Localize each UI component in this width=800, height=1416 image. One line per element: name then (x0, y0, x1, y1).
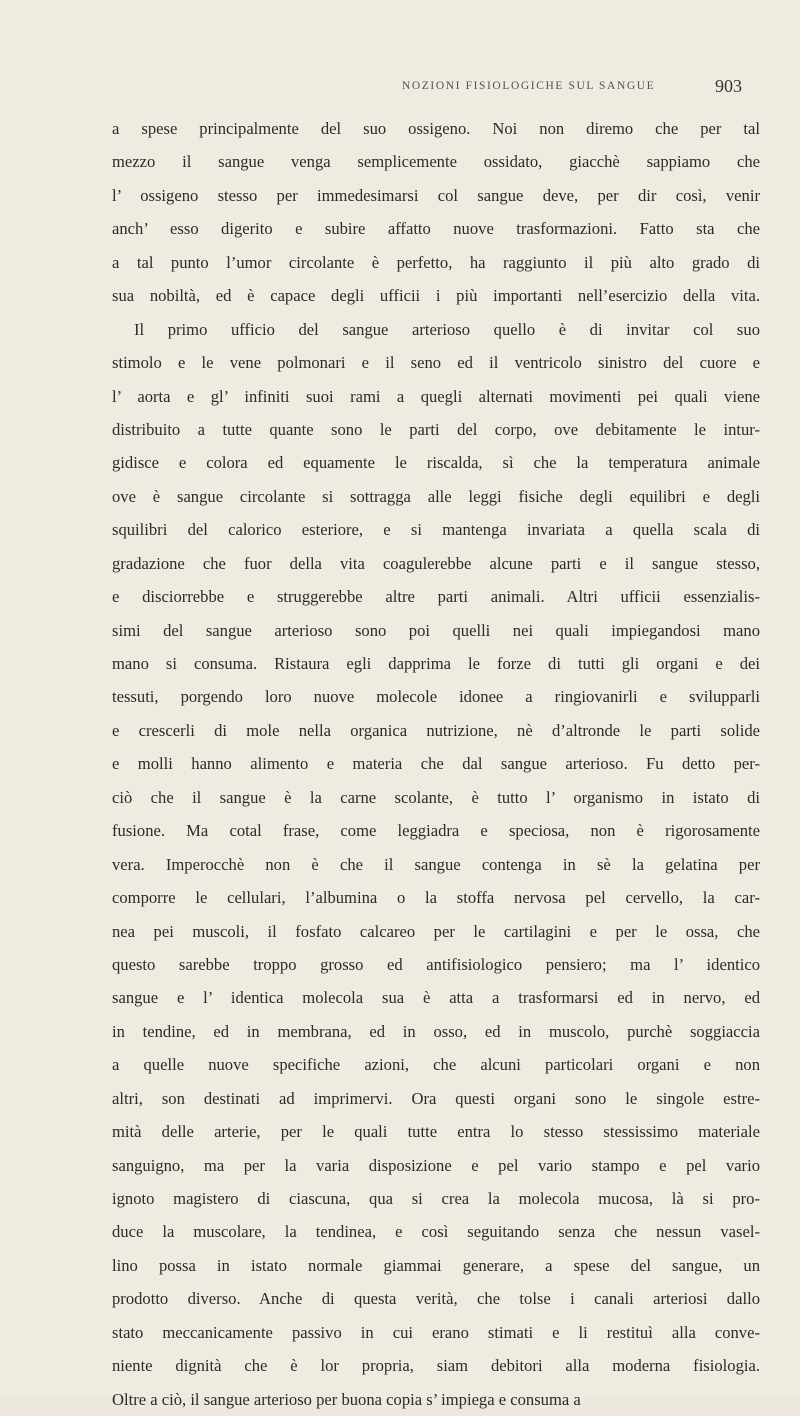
page-header (0, 76, 800, 104)
text-line: prodotto diverso. Anche di questa verità, che tolse i canali arteriosi dallo (112, 1289, 760, 1309)
text-line: e disciorrebbe e struggerebbe altre parti animali. Altri ufficii essenzialis- (112, 587, 760, 607)
text-line: a tal punto l’umor circolante è perfetto, ha raggiunto il più alto grado di (112, 252, 760, 272)
text-line: stimolo e le vene polmonari e il seno ed il ventricolo sinistro del cuore e (112, 353, 760, 373)
text-line: vera. Imperocchè non è che il sangue contenga in sè la gelatina per (112, 854, 760, 874)
text-line: a spese principalmente del suo ossigeno. Noi non diremo che per tal (112, 119, 760, 138)
text-line: ciò che il sangue è la carne scolante, è tutto l’ organismo in istato di (112, 787, 760, 807)
text-line: sangue e l’ identica molecola sua è atta a trasformarsi ed in nervo, ed (112, 988, 760, 1008)
text-line: e molli hanno alimento e materia che dal sangue arterioso. Fu detto per- (112, 754, 760, 774)
text-line: tessuti, porgendo loro nuove molecole idonee a ringiovanirli e svilupparli (112, 687, 760, 707)
text-line: l’ aorta e gl’ infiniti suoi rami a quegli alternati movimenti pei quali viene (112, 386, 760, 406)
text-line: altri, son destinati ad imprimervi. Ora questi organi sono le singole estre- (112, 1088, 760, 1108)
text-line: ignoto magistero di ciascuna, qua si crea la molecola mucosa, là si pro- (112, 1189, 760, 1208)
text-line: ove è sangue circolante si sottragga alle leggi fisiche degli equilibri e degli (112, 486, 760, 506)
text-line: distribuito a tutte quante sono le parti del corpo, ove debitamente le intur- (112, 419, 760, 439)
text-line: fusione. Ma cotal frase, come leggiadra e speciosa, non è rigorosamente (112, 821, 760, 841)
text-line: l’ ossigeno stesso per immedesimarsi col sangue deve, per dir così, venir (112, 185, 760, 205)
text-line: mezzo il sangue venga semplicemente ossidato, giacchè sappiamo che (112, 152, 760, 172)
text-line: questo sarebbe troppo grosso ed antifisiologico pensiero; ma l’ identico (112, 954, 760, 974)
text-line: duce la muscolare, la tendinea, e così seguitando senza che nessun vasel- (112, 1222, 760, 1242)
text-line: in tendine, ed in membrana, ed in osso, ed in muscolo, purchè soggiaccia (112, 1021, 760, 1041)
text-line: Il primo ufficio del sangue arterioso quello è di invitar col suo (134, 319, 760, 339)
text-line: stato meccanicamente passivo in cui erano stimati e li restituì alla conve- (112, 1322, 760, 1342)
text-line: gradazione che fuor della vita coagulerebbe alcune parti e il sangue stesso, (112, 553, 760, 573)
text-line: comporre le cellulari, l’albumina o la stoffa nervosa pel cervello, la car- (112, 888, 760, 908)
body-text (112, 112, 760, 1416)
text-line: squilibri del calorico esteriore, e si mantenga invariata a quella scala di (112, 520, 760, 540)
text-line: mano si consuma. Ristaura egli dapprima le forze di tutti gli organi e dei (112, 654, 760, 673)
text-line: gidisce e colora ed equamente le riscalda, sì che la temperatura animale (112, 453, 760, 473)
text-line: lino possa in istato normale giammai generare, a spese del sangue, un (112, 1255, 760, 1275)
text-line: mità delle arterie, per le quali tutte entra lo stesso stessissimo materiale (112, 1122, 760, 1142)
text-line: simi del sangue arterioso sono poi quelli nei quali impiegandosi mano (112, 620, 760, 640)
text-line: e crescerli di mole nella organica nutrizione, nè d’altronde le parti solide (112, 720, 760, 740)
text-line: sanguigno, ma per la varia disposizione e pel vario stampo e pel vario (112, 1155, 760, 1175)
running-title: NOZIONI FISIOLOGICHE SUL SANGUE (402, 80, 656, 92)
text-line: nea pei muscoli, il fosfato calcareo per le cartilagini e per le ossa, che (112, 921, 760, 941)
text-line: niente dignità che è lor propria, siam debitori alla moderna fisiologia. (112, 1356, 760, 1376)
text-line: a quelle nuove specifiche azioni, che alcuni particolari organi e non (112, 1055, 760, 1075)
page-number: 903 (715, 76, 742, 96)
text-line: anch’ esso digerito e subire affatto nuove trasformazioni. Fatto sta che (112, 219, 760, 239)
text-line: Oltre a ciò, il sangue arterioso per buona copia s’ impiega e consuma a (112, 1389, 581, 1409)
text-line: sua nobiltà, ed è capace degli ufficii i più importanti nell’esercizio della vita. (112, 286, 760, 306)
